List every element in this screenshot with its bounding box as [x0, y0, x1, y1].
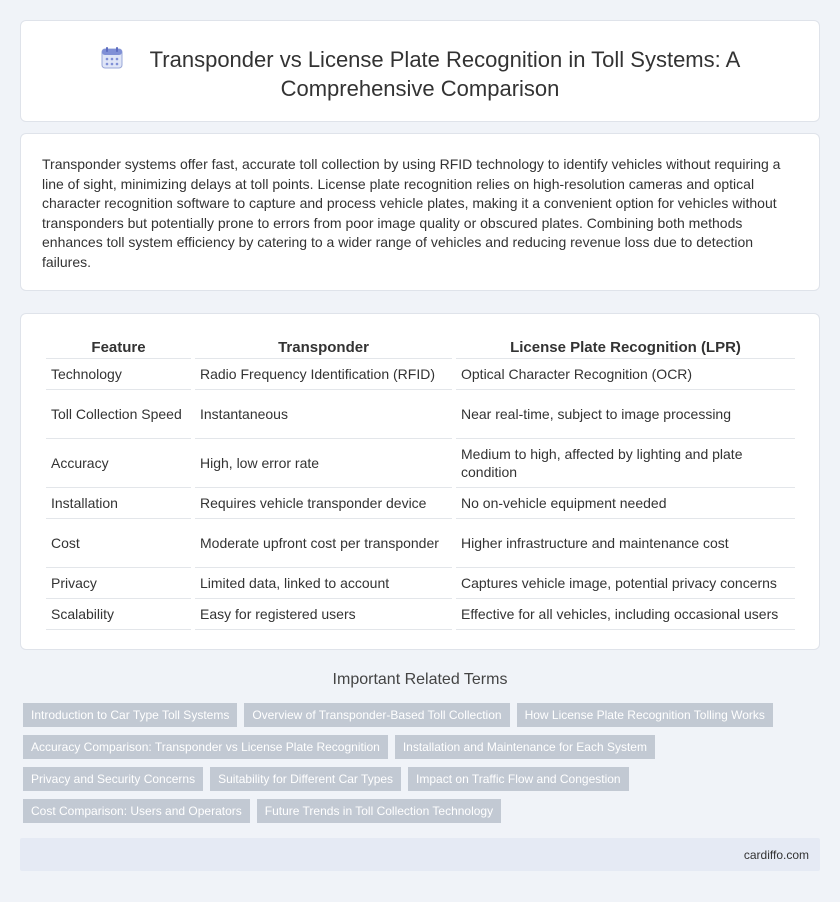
- related-tag[interactable]: Impact on Traffic Flow and Congestion: [408, 767, 629, 791]
- footer-site-link[interactable]: cardiffo.com: [743, 848, 809, 862]
- table-cell: Scalability: [46, 599, 191, 630]
- table-cell: Captures vehicle image, potential privacy concerns: [456, 568, 795, 599]
- page-title: Transponder vs License Plate Recognition in Toll Systems: A Comprehensive Comparison: [149, 47, 741, 101]
- related-tag[interactable]: Suitability for Different Car Types: [210, 767, 401, 791]
- table-cell: Privacy: [46, 568, 191, 599]
- footer: [20, 838, 820, 871]
- table-row: [46, 599, 795, 630]
- intro-card: [20, 133, 820, 291]
- related-tag[interactable]: Introduction to Car Type Toll Systems: [23, 703, 237, 727]
- table-cell: Easy for registered users: [195, 599, 452, 630]
- related-tag[interactable]: Future Trends in Toll Collection Technology: [257, 799, 501, 823]
- table-cell: Effective for all vehicles, including occasional users: [456, 599, 795, 630]
- title-card: [20, 20, 820, 122]
- header-transponder: Transponder: [195, 334, 452, 359]
- header-feature: Feature: [46, 334, 191, 359]
- related-tag[interactable]: How License Plate Recognition Tolling Works: [517, 703, 773, 727]
- table-cell: Medium to high, affected by lighting and plate condition: [456, 439, 795, 488]
- intro-paragraph: Transponder systems offer fast, accurate toll collection by using RFID technology to identify vehicles without requiring a line of sight, minimizing delays at toll points. License plate recognition relies on high-resolution cameras and optical character recognition software to capture and process vehicle plates, making it a convenient option for vehicles without transponders but potentially prone to errors from poor image quality or obscured plates. Combining both methods enhances toll system efficiency by catering to a wider range of vehicles and reducing revenue loss due to detection failures.: [42, 156, 781, 270]
- table-cell: Cost: [46, 519, 191, 568]
- header-lpr: License Plate Recognition (LPR): [456, 334, 795, 359]
- related-tag[interactable]: Overview of Transponder-Based Toll Collection: [244, 703, 509, 727]
- table-cell: Moderate upfront cost per transponder: [195, 519, 452, 568]
- table-cell: Optical Character Recognition (OCR): [456, 359, 795, 390]
- table-header-row: [46, 334, 795, 359]
- table-row: [46, 519, 795, 568]
- table-cell: Toll Collection Speed: [46, 390, 191, 439]
- table-cell: Accuracy: [46, 439, 191, 488]
- table-cell: Technology: [46, 359, 191, 390]
- table-cell: Radio Frequency Identification (RFID): [195, 359, 452, 390]
- table-row: [46, 568, 795, 599]
- table-cell: Higher infrastructure and maintenance cost: [456, 519, 795, 568]
- table-cell: High, low error rate: [195, 439, 452, 488]
- related-tags: [23, 703, 813, 831]
- table-row: [46, 439, 795, 488]
- table-cell: Limited data, linked to account: [195, 568, 452, 599]
- related-tag[interactable]: Cost Comparison: Users and Operators: [23, 799, 250, 823]
- calendar-icon: [100, 46, 124, 70]
- table-cell: Instantaneous: [195, 390, 452, 439]
- table-cell: Installation: [46, 488, 191, 519]
- related-tag[interactable]: Privacy and Security Concerns: [23, 767, 203, 791]
- table-cell: No on-vehicle equipment needed: [456, 488, 795, 519]
- related-tag[interactable]: Installation and Maintenance for Each System: [395, 735, 655, 759]
- table-row: [46, 488, 795, 519]
- table-cell: Requires vehicle transponder device: [195, 488, 452, 519]
- table-row: [46, 390, 795, 439]
- related-terms-title: Important Related Terms: [332, 671, 508, 688]
- comparison-table: [42, 334, 799, 630]
- related-tag[interactable]: Accuracy Comparison: Transponder vs License Plate Recognition: [23, 735, 388, 759]
- comparison-table-card: [20, 313, 820, 650]
- table-cell: Near real-time, subject to image processing: [456, 390, 795, 439]
- table-row: [46, 359, 795, 390]
- page-title-wrap: [21, 45, 819, 103]
